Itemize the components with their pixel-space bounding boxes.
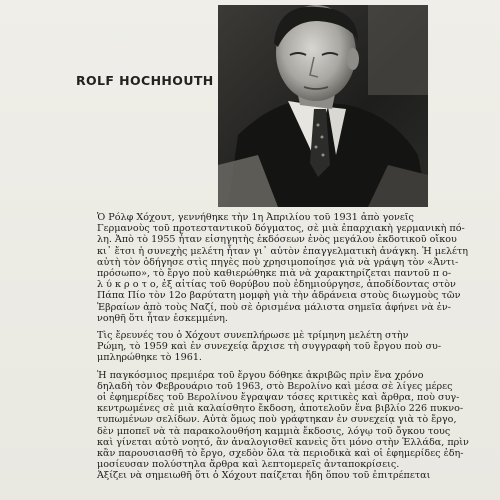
- text-line: τυπωμένων σελίδων. Αὐτὰ ὅμως ποὺ γράφτηκαν ἐν συνεχείᾳ γιὰ τὸ ἔργο,: [97, 414, 457, 426]
- text-line: Τὶς ἔρευνές του ὁ Χόχουτ συνεπλήρωσε μὲ τρίμηνη μελέτη στὴν: [97, 330, 409, 342]
- text-line: δηλαδὴ τὸν Φεβρουάριο τοῦ 1963, στὸ Βερολίνο καὶ μέσα σὲ λίγες μέρες: [97, 380, 453, 392]
- paragraph-3: [73, 369, 469, 482]
- text-line: πρόσωπο», τὸ ἔργο ποὺ καθιερώθηκε πιὰ νὰ χαρακτηρίζεται παντοῦ π ο-: [97, 268, 452, 280]
- text-line: Πάπα Πίο τὸν 12ο βαρύτατη μομφὴ γιὰ τὴν ἀδράνεια στοὺς διωγμοὺς τῶν: [97, 290, 461, 302]
- text-line: Ἡ παγκόσμιος πρεμιέρα τοῦ ἔργου δόθηκε ἀκριβῶς πρὶν ἕνα χρόνο: [97, 369, 424, 381]
- text-line: λη. Ἀπὸ τὸ 1955 ἦταν εἰσηγητὴς ἐκδόσεων ἑνὸς μεγάλου ἐκδοτικοῦ οἴκου: [97, 234, 457, 246]
- body-text: [73, 212, 469, 488]
- text-line: Ὁ Ρόλφ Χόχουτ, γεννήθηκε τὴν 1η Ἀπριλίου τοῦ 1931 ἀπὸ γονεῖς: [97, 212, 414, 223]
- text-line: μοσίευσαν πολύστηλα ἄρθρα καὶ λεπτομερεῖς ἀνταποκρίσεις.: [97, 459, 400, 471]
- author-name: ROLF HOCHHOUTH: [76, 73, 214, 88]
- paragraph-1: [73, 212, 469, 324]
- text-line: Ἀξίζει νὰ σημειωθῆ ὅτι ὁ Χόχουτ παίζεται ἤδη ὅπου τοῦ ἐπιτρέπεται: [97, 470, 431, 482]
- text-line: μπληρώθηκε τὸ 1961.: [97, 352, 202, 364]
- text-line: Ἑβραίων ἀπὸ τοὺς Ναζί, ποὺ σὲ ὁρισμένα μάλιστα σημεῖα ἀφήνει νὰ ἐν-: [97, 301, 451, 313]
- text-line: νοηθῆ ὅτι ἦταν ἐσκεμμένη.: [97, 312, 228, 324]
- text-line: κεντρωμένες σὲ μιὰ καλαίσθητο ἔκδοση, ἀποτελοῦν ἕνα βιβλίο 226 πυκνο-: [97, 403, 464, 415]
- text-line: καὶ γίνεται αὐτὸ νοητό, ἂν ἀναλογισθεῖ κανεὶς ὅτι μόνο στὴν Ἑλλάδα, πρὶν: [97, 436, 469, 448]
- text-line: λ ύ κ ρ ο τ ο, ἐξ αἰτίας τοῦ θορύβου ποὺ ἐδημιούργησε, ἀποδίδοντας στὸν: [97, 279, 456, 291]
- text-line: δὲν μποπεῖ νὰ τὰ παρακολουθήση καμμιὰ ἔκδοσις, λόγῳ τοῦ ὄγκου τους: [97, 425, 451, 437]
- text-line: αὐτὴ τὸν ὁδήγησε στὶς πηγὲς ποὺ χρησιμοποίησε γιὰ νὰ γράψη τὸν «Ἀντι-: [97, 256, 459, 268]
- text-line: Ρώμη, τὸ 1959 καὶ ἐν συνεχείᾳ ἄρχισε τὴ συγγραφὴ τοῦ ἔργου ποὺ συ-: [97, 341, 442, 353]
- text-line: Γερμανοὺς τοῦ προτεσταντικοῦ δόγματος, σὲ μιὰ ἐπαρχιακὴ γερμανικὴ πό-: [97, 223, 465, 235]
- paragraph-2: [73, 330, 449, 364]
- text-line: οἱ ἐφημερίδες τοῦ Βερολίνου ἔγραψαν τόσες κριτικὲς καὶ ἄρθρα, ποὺ συγ-: [97, 392, 460, 404]
- author-portrait-photo: [218, 5, 428, 207]
- text-line: κι᾿ ἔτσι ἡ συνεχὴς μελέτη ἦταν γι᾿ αὐτὸν ἐπαγγελματικὴ ἀνάγκη. Ἡ μελέτη: [97, 245, 469, 257]
- portrait-illustration: [218, 5, 428, 207]
- text-line: κἂν παρουσιασθῆ τὸ ἔργο, σχεδὸν ὅλα τὰ περιοδικὰ καὶ οἱ ἐφημερίδες ἐδη-: [97, 448, 464, 460]
